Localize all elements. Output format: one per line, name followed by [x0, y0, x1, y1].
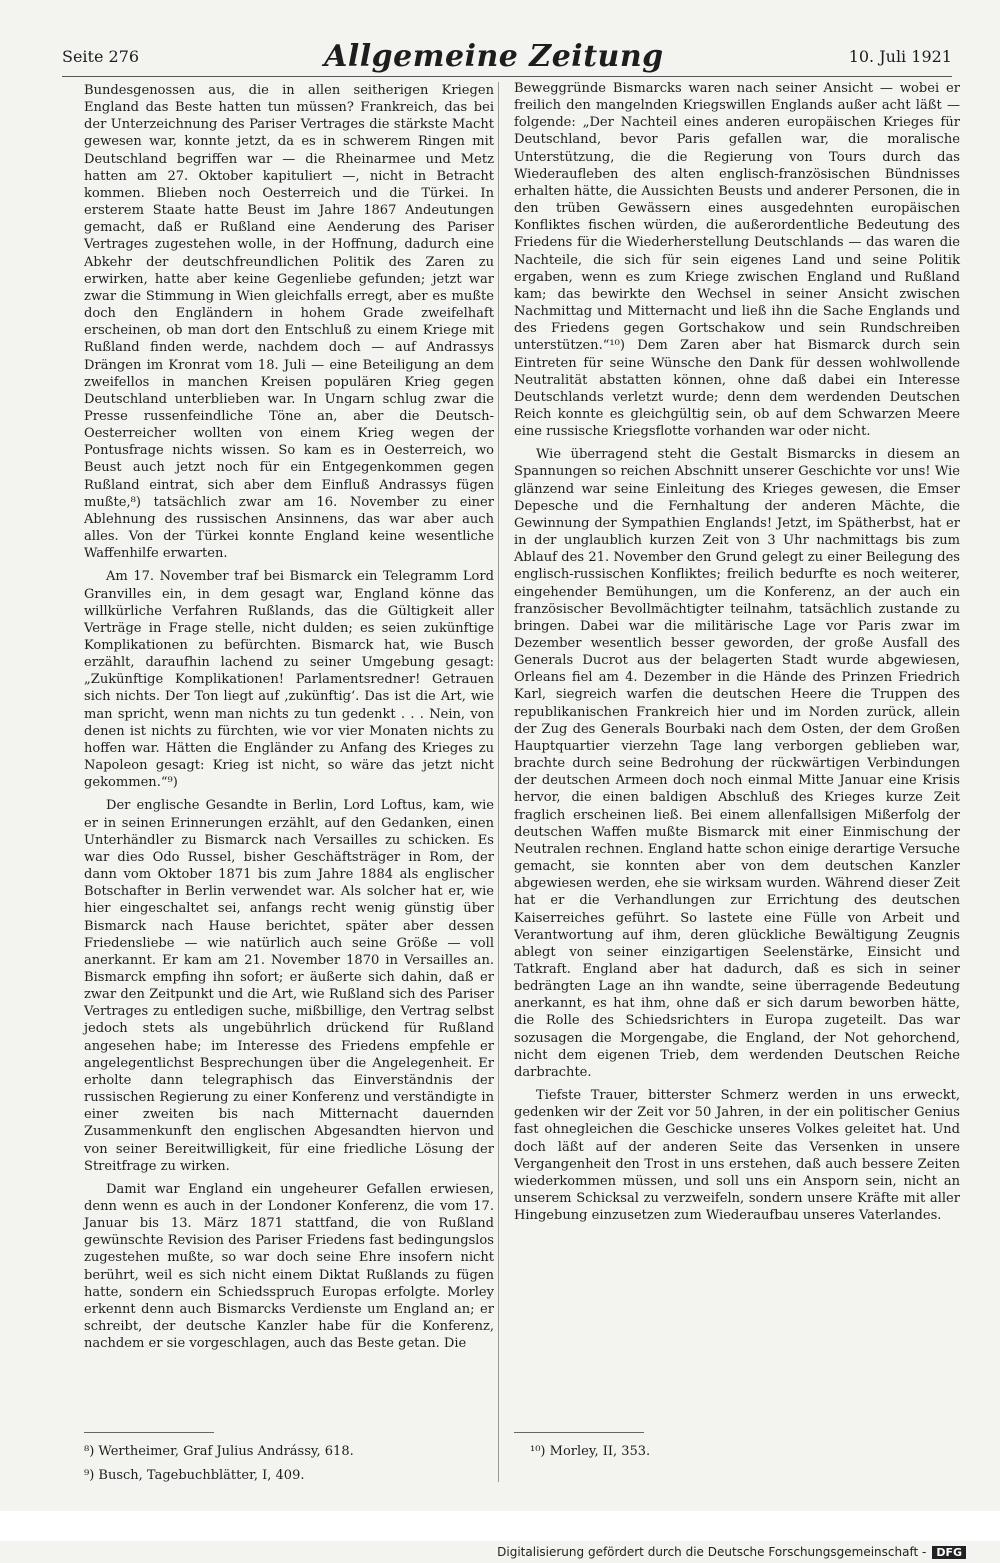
- right-paragraph-3: Tiefste Trauer, bitterster Schmerz werden in uns erweckt, gedenken wir der Zeit vor 50 Jahren, in der ein politischer Genius fast ohnegleichen die Geschicke unseres Volkes geleitet hat. Und doch läßt auf der anderen Seite das Versenken in unsere Vergangenheit den Trost in uns erstehen, daß auch bessere Zeiten wiederkommen müssen, und soll uns ein Ansporn sein, nicht an unserem Schicksal zu verzweifeln, sondern unsere Kräfte mit aller Hingebung einzusetzen zum Wiederaufbau unseres Vaterlandes.: [514, 1088, 960, 1224]
- footnote-9: ⁹) Busch, Tagebuchblätter, I, 409.: [84, 1468, 305, 1483]
- left-column: [84, 82, 494, 1352]
- digitization-footer: [0, 1541, 1000, 1563]
- page-number: Seite 276: [62, 46, 140, 66]
- left-paragraph-3: Der englische Gesandte in Berlin, Lord Loftus, kam, wie er in seinen Erinnerungen erzählt, auf den Gedanken, einen Unterhändler zu Bismarck nach Versailles zu schicken. Es war dies Odo Russel, bisher Geschäftsträger in Rom, der dann vom Oktober 1871 bis zum Jahre 1884 als englischer Botschafter in Berlin verwendet war. Als solcher hat er, wie hier eingeschaltet sei, anfangs recht wenig günstig über Bismarck nach Hause berichtet, später aber dessen Friedensliebe — wie natürlich auch seine Größe — voll anerkannt. Er kam am 21. November 1870 in Versailles an. Bismarck empfing ihn sofort; er äußerte sich dahin, daß er zwar den Zeitpunkt und die Art, wie Rußland sich des Pariser Vertrages zu entledigen suche, mißbillige, den Vertrag selbst jedoch stets als ungebührlich drückend für Rußland angesehen habe; im Interesse des Friedens empfehle er angelegentlichst Besprechungen über die Angelegenheit. Er erholte dann telegraphisch das Einverständnis der russischen Regierung zu einer Konferenz und verständigte in einer zweiten bis nach Mitternacht dauernden Zusammenkunft den englischen Abgesandten hiervon und von seiner Bereitwilligkeit, für eine friedliche Lösung der Streitfrage zu wirken.: [84, 798, 494, 1174]
- funding-note: Digitalisierung gefördert durch die Deutsche Forschungsgemeinschaft -: [497, 1545, 927, 1559]
- footnote-rule-right: [514, 1432, 644, 1433]
- right-paragraph-2: Wie überragend steht die Gestalt Bismarcks in diesem an Spannungen so reichen Abschnitt unserer Geschichte vor uns! Wie glänzend war seine Einleitung des Krieges gewesen, die Emser Depesche und die Fernhaltung der anderen Mächte, die Gewinnung der Sympathien Englands! Jetzt, im Spätherbst, hat er in der unglaublich kurzen Zeit von 3 Uhr nachmittags bis zum Ablauf des 21. November den Grund gelegt zu einer Beilegung des englisch-russischen Konfliktes; freilich bedurfte es noch weiterer, eingehender Bemühungen, um die Konferenz, an der auch ein französischer Bevollmächtigter teilnahm, tatsächlich zustande zu bringen. Dabei war die militärische Lage vor Paris zwar im Dezember wesentlich besser geworden, der große Ausfall des Generals Ducrot aus der belagerten Stadt wurde abgewiesen, Orleans fiel am 4. Dezember in die Hände des Prinzen Friedrich Karl, siegreich warfen die deutschen Heere die Truppen des republikanischen Frankreich hier und im Norden zurück, allein der Zug des Generals Bourbaki nach dem Osten, der dem Großen Hauptquartier vierzehn Tage lang verborgen geblieben war, brachte durch seine Bedrohung der rückwärtigen Verbindungen der deutschen Armeen doch noch einmal Mitte Januar eine Krisis hervor, die einen baldigen Abschluß des Krieges kurze Zeit fraglich erscheinen ließ. Bei einem allenfallsigen Mißerfolg der deutschen Waffen mußte Bismarck mit einer Einmischung der Neutralen rechnen. England hatte schon einige derartige Versuche gemacht, sie konnten aber von dem deutschen Kanzler abgewiesen werden, ehe sie wirksam wurden. Während dieser Zeit hat er die Verhandlungen zur Errichtung des deutschen Kaiserreiches geführt. So lastete eine Fülle von Arbeit und Verantwortung auf ihm, deren glückliche Bewältigung Zeugnis ablegt von seiner einzigartigen Seelenstärke, Einsicht und Tatkraft. England aber hat dadurch, daß es sich in seiner bedrängten Lage an ihn wandte, seine überragende Bedeutung anerkannt, es hat ihm, ohne daß er sich darum beworben hätte, die Rolle des Schiedsrichters in Europa zugeteilt. Das war sozusagen die Morgengabe, die England, der Not gehorchend, nicht dem eigenen Trieb, dem werdenden Deutschen Reiche darbrachte.: [514, 447, 960, 1080]
- dfg-logo: DFG: [932, 1546, 966, 1559]
- left-paragraph-2: Am 17. November traf bei Bismarck ein Telegramm Lord Granvilles ein, in dem gesagt war, England könne das willkürliche Verfahren Rußlands, das die Gültigkeit aller Verträge in Frage stelle, nicht dulden; es seien zukünftige Komplikationen zu befürchten. Bismarck hat, wie Busch erzählt, daraufhin lachend zu seiner Umgebung gesagt: „Zukünftige Komplikationen! Parlamentsredner! Getrauen sich nichts. Der Ton liegt auf ‚zukünftig‘. Das ist die Art, wie man spricht, wenn man nichts zu tun gedenkt . . . Nein, von denen ist nichts zu fürchten, wie vor vier Monaten nichts zu hoffen war. Hätten die Engländer zu Anfang des Krieges zu Napoleon gesagt: Krieg ist nicht, so wäre das jetzt nicht gekommen.“⁹): [84, 569, 494, 791]
- left-paragraph-4: Damit war England ein ungeheurer Gefallen erwiesen, denn wenn es auch in der Londoner Konferenz, die vom 17. Januar bis 13. März 1871 stattfand, die von Rußland gewünschte Revision des Pariser Friedens fast bedingungslos zugestehen mußte, so war doch seine Ehre insofern nicht berührt, weil es sich nicht einem Diktat Rußlands zu fügen hatte, sondern ein Schiedsspruch Europas erfolgte. Morley erkennt denn auch Bismarcks Verdienste um England an; er schreibt, der deutsche Kanzler habe für die Konferenz, nachdem er sie vorgeschlagen, auch das Beste getan. Die: [84, 1181, 494, 1352]
- footnote-10: ¹⁰) Morley, II, 353.: [530, 1444, 651, 1459]
- right-column: [514, 80, 960, 1224]
- issue-date: 10. Juli 1921: [848, 46, 952, 66]
- header-rule: [62, 76, 952, 77]
- footnote-rule-left: [84, 1432, 214, 1433]
- column-divider: [498, 82, 499, 1482]
- masthead: Allgemeine Zeitung: [324, 38, 664, 74]
- footnotes-right: [530, 1440, 930, 1464]
- bottom-margin: [0, 1511, 1000, 1541]
- footnote-8: ⁸) Wertheimer, Graf Julius Andrássy, 618.: [84, 1444, 354, 1459]
- right-paragraph-1: Beweggründe Bismarcks waren nach seiner Ansicht — wobei er freilich den mangelnden Kriegswillen Englands außer acht läßt — folgende: „Der Nachteil eines anderen europäischen Krieges für Deutschland, bevor Paris gefallen war, die moralische Unterstützung, die die Regierung von Tours durch das Wiederaufleben des alten englisch-französischen Bündnisses erhalten hätte, die Aussichten Beusts und anderer Personen, die in den trüben Gewässern eines ausgedehnten europäischen Konfliktes fischen würden, die außerordentliche Bedeutung des Friedens für die Wiederherstellung Deutschlands — das waren die Nachteile, die sich für sein eigenes Land und seine Politik ergaben, wenn es zum Kriege zwischen England und Rußland kam; das bewirkte den Wechsel in seiner Ansicht zwischen Nachmittag und Mitternacht und ließ ihn die Sache Englands und des Friedens gegen Gortschakow und sein Rundschreiben unterstützen.“¹⁰) Dem Zaren aber hat Bismarck durch sein Eintreten für seine Wünsche den Dank für dessen wohlwollende Neutralität abstatten können, ohne daß dabei ein Interesse Deutschlands verletzt wurde; denn dem werdenden Deutschen Reich konnte es gleichgültig sein, ob auf dem Schwarzen Meere eine russische Kriegsflotte vorhanden war oder nicht.: [514, 81, 960, 440]
- left-paragraph-1: Bundesgenossen aus, die in allen seitherigen Kriegen England das Beste hatten tun müssen? Frankreich, das bei der Unterzeichnung des Pariser Vertrages die stärkste Macht gewesen war, konnte jetzt, da es in schwerem Ringen mit Deutschland begriffen war — die Rheinarmee und Metz hatten am 27. Oktober kapituliert —, nicht in Betracht kommen. Blieben noch Oesterreich und die Türkei. In ersterem Staate hatte Beust im Jahre 1867 Andeutungen gemacht, daß er Rußland eine Aenderung des Pariser Vertrages zugestehen wolle, in der Hoffnung, dadurch eine Abkehr der deutschfreundlichen Politik des Zaren zu erwirken, hatte aber keine Gegenliebe gefunden; jetzt war zwar die Stimmung in Wien gleichfalls erregt, aber es mußte doch den Engländern in hohem Grade zweifelhaft erscheinen, ob man dort den Entschluß zu einem Kriege mit Rußland finden werde, nachdem doch — auf Andrassys Drängen im Kronrat vom 18. Juli — eine Beteiligung an dem zweifellos in manchen Kreisen populären Krieg gegen Deutschland unterblieben war. In Ungarn schlug zwar die Presse russenfeindliche Töne an, aber die Deutsch-Oesterreicher wollten von einem Krieg wegen der Pontusfrage nichts wissen. So kam es in Oesterreich, wo Beust auch jetzt noch für ein Entgegenkommen gegen Rußland eintrat, sich aber dem Einfluß Andrassys fügen mußte,⁸) tatsächlich zwar am 16. November zu einer Ablehnung des russischen Ansinnens, das war aber auch alles. Von der Türkei konnte England keine wesentliche Waffenhilfe erwarten.: [84, 83, 494, 562]
- page-header: [62, 36, 952, 76]
- footnotes-left: [84, 1440, 484, 1488]
